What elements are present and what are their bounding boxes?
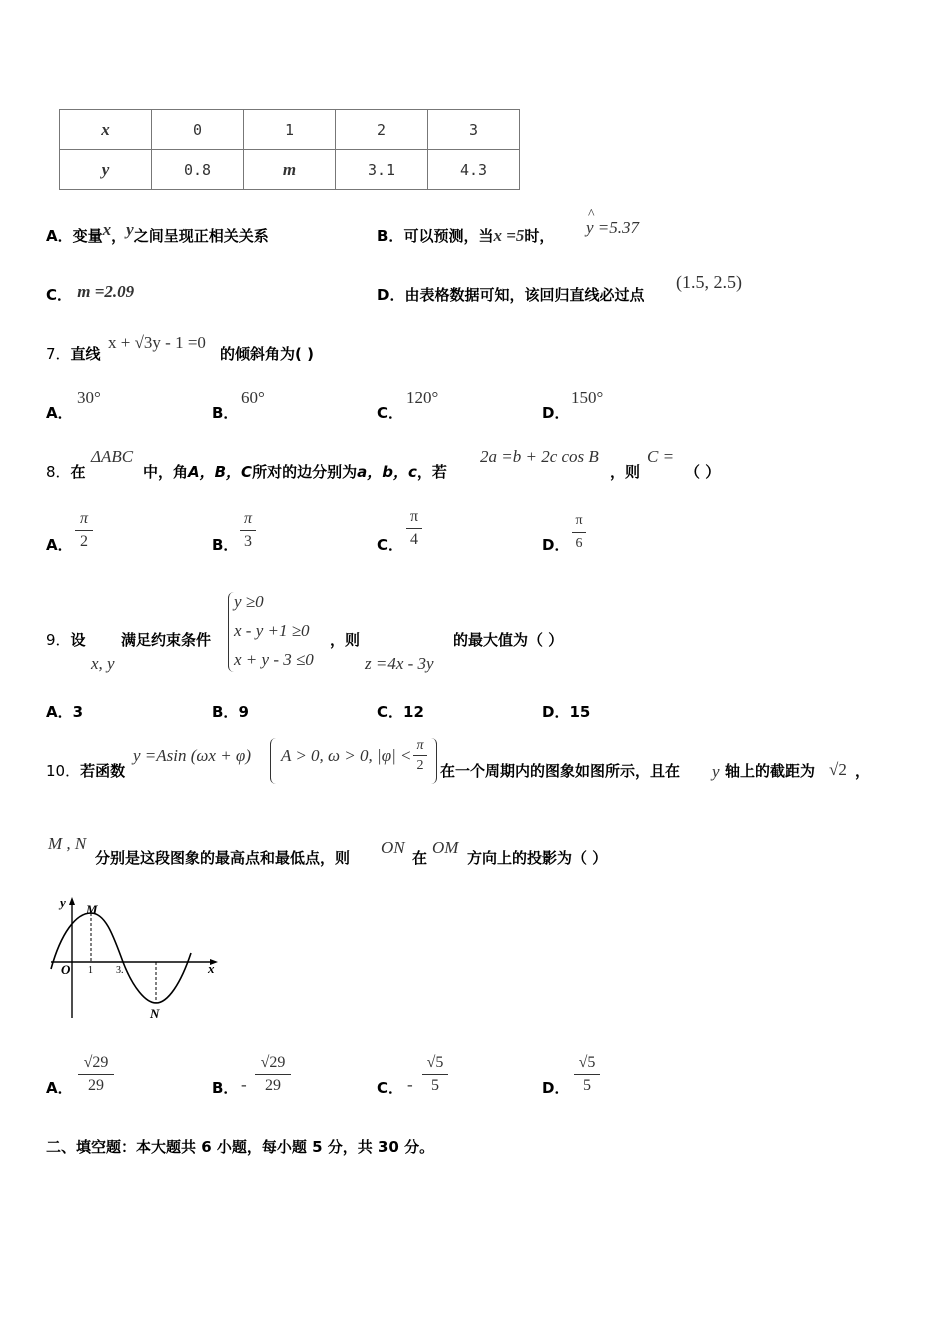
graph-label-o: O — [61, 962, 71, 977]
q10-option-d-label: D． — [542, 1079, 570, 1097]
q8-option-d-label: D． — [542, 536, 570, 554]
table-cell: x — [60, 110, 152, 150]
q6-option-a: A．变量x，y之间呈现正相关关系 — [46, 220, 269, 245]
q10-stem-mid: 在一个周期内的图象如图所示，且在 — [440, 762, 681, 780]
q7-equation: x + √3y - 1 =0 — [108, 333, 206, 352]
table-row — [60, 150, 520, 190]
q6-option-c: C． m =2.09 — [46, 282, 135, 304]
table-cell: 2 — [336, 110, 428, 150]
table-cell: 0 — [152, 110, 244, 150]
q6-point: (1.5, 2.5) — [676, 272, 742, 292]
q10-option-a-label: A． — [46, 1079, 73, 1097]
table-cell: m — [244, 150, 336, 190]
q8-option-c-fraction: π 4 — [406, 508, 422, 549]
graph-tick-3: 3. — [116, 965, 124, 976]
graph-label-y: y — [60, 895, 66, 910]
section-heading: 二、填空题：本大题共 6 小题，每小题 5 分，共 30 分。 — [46, 1138, 435, 1156]
q7-option-b-value: 60° — [241, 388, 265, 407]
q10-om: OM — [432, 838, 459, 857]
q6-option-b: B．可以预测，当x =5时， — [377, 226, 555, 245]
q10-intercept: √2 — [829, 760, 847, 779]
table-cell: 1 — [244, 110, 336, 150]
q10-line2c: 方向上的投影为（ ） — [467, 849, 608, 867]
q8-then: ，则 — [610, 463, 641, 481]
q6-yhat: ^ y =5.37 — [586, 207, 640, 237]
q8-equation: 2a =b + 2c cos B — [480, 447, 599, 466]
q8-stem-mid: 中，角A，B，C所对的边分别为a，b，c，若 — [143, 463, 447, 481]
q10-paren-right — [431, 738, 437, 784]
q10-line2b: 在 — [412, 849, 428, 867]
q9-constraint-1: y ≥0 — [234, 592, 264, 611]
q10-option-c-label: C． — [377, 1079, 404, 1097]
q10-stem-mid2: 轴上的截距为 — [725, 762, 816, 780]
q9-objective: z =4x - 3y — [365, 654, 434, 673]
q9-option-c: C．12 — [377, 703, 424, 721]
q9-stem-start: 9．设 — [46, 631, 86, 649]
q10-condition: A > 0, ω > 0, |φ| < — [281, 746, 412, 765]
q10-comma: ， — [855, 762, 871, 780]
q9-constraint-text: 满足约束条件 — [121, 631, 212, 649]
q10-function: y =Asin (ωx + φ) — [133, 746, 251, 765]
q8-paren: （ ） — [685, 463, 721, 481]
q9-then: ，则 — [330, 631, 361, 649]
q10-option-b-label: B． — [212, 1079, 239, 1097]
q7-option-a-label: A． — [46, 404, 73, 422]
q10-option-d-fraction: √5 5 — [574, 1054, 600, 1095]
q7-option-b-label: B． — [212, 404, 239, 422]
q8-triangle: ΔABC — [91, 447, 134, 466]
q7-option-d-value: 150° — [571, 388, 604, 407]
q10-option-c-fraction: √5 5 — [422, 1054, 448, 1095]
q8-stem-start: 8．在 — [46, 463, 86, 481]
q10-on: ON — [381, 838, 405, 857]
q8-option-a-fraction: π 2 — [75, 510, 93, 551]
sine-graph — [46, 893, 226, 1023]
q9-option-d: D．15 — [542, 703, 591, 721]
graph-label-x: x — [208, 961, 215, 976]
table-cell: y — [60, 150, 152, 190]
q6-option-d: D．由表格数据可知，该回归直线必过点 — [377, 286, 645, 304]
y-axis-arrow-icon — [69, 897, 75, 905]
q10-mn: M , N — [48, 834, 87, 853]
data-table — [59, 109, 520, 190]
q9-constraint-2: x - y +1 ≥0 — [234, 621, 310, 640]
graph-label-n: N — [150, 1006, 160, 1021]
q9-option-b: B．9 — [212, 703, 249, 721]
q8-option-a-label: A． — [46, 536, 73, 554]
q7-tail: 的倾斜角为( ) — [220, 345, 314, 363]
q10-option-c-sign: - — [407, 1075, 413, 1094]
q7-option-a-value: 30° — [77, 388, 101, 407]
q10-condition-fraction: π 2 — [413, 738, 427, 773]
q10-option-a-fraction: √29 29 — [78, 1054, 114, 1095]
table-cell: 3.1 — [336, 150, 428, 190]
q10-line2a: 分别是这段图象的最高点和最低点，则 — [95, 849, 351, 867]
graph-label-m: M — [86, 902, 98, 917]
q10-yvar: y — [712, 762, 720, 781]
table-cell: 4.3 — [428, 150, 520, 190]
table-cell: 3 — [428, 110, 520, 150]
q7-option-c-value: 120° — [406, 388, 439, 407]
q9-vars: x, y — [91, 654, 115, 673]
q9-constraint-3: x + y - 3 ≤0 — [234, 650, 314, 669]
q10-paren-left — [270, 738, 276, 784]
q10-stem-start: 10．若函数 — [46, 762, 126, 780]
table-row — [60, 110, 520, 150]
q7-option-c-label: C． — [377, 404, 404, 422]
q10-option-b-fraction: √29 29 — [255, 1054, 291, 1095]
q8-option-b-label: B． — [212, 536, 239, 554]
table-cell: 0.8 — [152, 150, 244, 190]
q9-option-a: A．3 — [46, 703, 84, 721]
q7-stem: 7．直线 — [46, 345, 101, 363]
q7-option-d-label: D． — [542, 404, 570, 422]
q8-option-c-label: C． — [377, 536, 404, 554]
q8-option-d-fraction: π 6 — [572, 512, 586, 553]
q9-tail: 的最大值为（ ） — [453, 631, 564, 649]
graph-tick-1: 1 — [88, 965, 93, 976]
q8-option-b-fraction: π 3 — [240, 510, 256, 551]
q10-option-b-sign: - — [241, 1075, 247, 1094]
q8-ask: C = — [647, 447, 675, 466]
